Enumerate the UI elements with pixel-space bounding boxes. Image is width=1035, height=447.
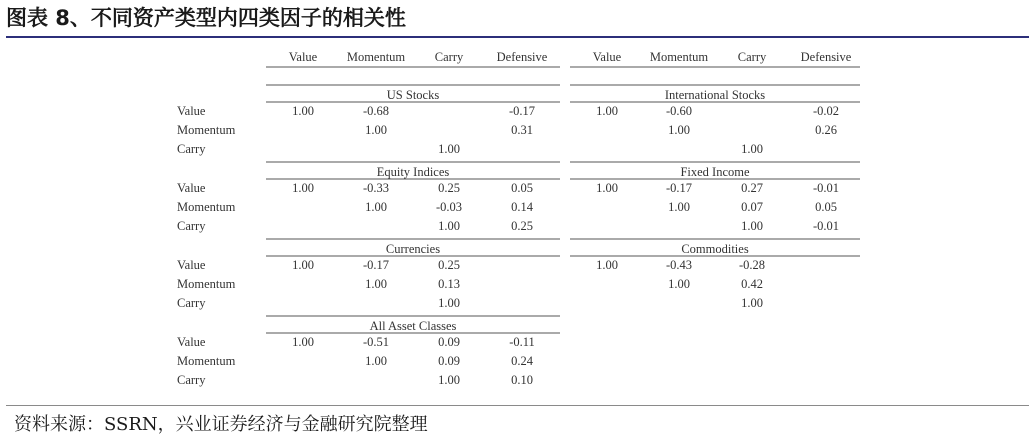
- cell-commodities-value-momentum: -0.43: [665, 258, 693, 272]
- cell-commodities-carry-carry: 1.00: [741, 296, 763, 310]
- cell-all-asset-classes-value-value: 1.00: [292, 335, 314, 349]
- cell-commodities-value-value: 1.00: [596, 258, 618, 272]
- column-header-momentum-right: Momentum: [649, 50, 709, 64]
- row-label-carry-2: Carry: [177, 219, 206, 233]
- cell-fixed-income-value-momentum: -0.17: [665, 181, 693, 195]
- cell-us-stocks-value-momentum: -0.68: [362, 104, 390, 118]
- cell-currencies-momentum-momentum: 1.00: [365, 277, 387, 291]
- column-header-value-left: Value: [288, 50, 318, 64]
- cell-currencies-momentum-carry: 0.13: [438, 277, 460, 291]
- cell-currencies-value-momentum: -0.17: [362, 258, 390, 272]
- cell-us-stocks-momentum-defensive: 0.31: [511, 123, 533, 137]
- cell-international-stocks-carry-carry: 1.00: [741, 142, 763, 156]
- column-header-momentum-left: Momentum: [346, 50, 406, 64]
- cell-equity-indices-carry-defensive: 0.25: [511, 219, 533, 233]
- column-header-value-right: Value: [592, 50, 622, 64]
- row-label-carry-1: Carry: [177, 142, 206, 156]
- cell-all-asset-classes-carry-defensive: 0.10: [511, 373, 533, 387]
- column-header-carry-right: Carry: [737, 50, 767, 64]
- cell-equity-indices-momentum-momentum: 1.00: [365, 200, 387, 214]
- panel-title-us-stocks: US Stocks: [386, 88, 440, 102]
- cell-equity-indices-value-carry: 0.25: [438, 181, 460, 195]
- cell-all-asset-classes-value-carry: 0.09: [438, 335, 460, 349]
- row-label-momentum-3: Momentum: [177, 277, 236, 291]
- cell-equity-indices-value-defensive: 0.05: [511, 181, 533, 195]
- cell-us-stocks-momentum-momentum: 1.00: [365, 123, 387, 137]
- row-label-momentum-2: Momentum: [177, 200, 236, 214]
- cell-international-stocks-value-momentum: -0.60: [665, 104, 693, 118]
- cell-currencies-carry-carry: 1.00: [438, 296, 460, 310]
- cell-fixed-income-value-carry: 0.27: [741, 181, 763, 195]
- cell-fixed-income-momentum-momentum: 1.00: [668, 200, 690, 214]
- source-note: 资料来源：SSRN，兴业证券经济与金融研究院整理: [14, 414, 428, 435]
- cell-fixed-income-carry-carry: 1.00: [741, 219, 763, 233]
- cell-commodities-value-carry: -0.28: [738, 258, 766, 272]
- cell-equity-indices-value-value: 1.00: [292, 181, 314, 195]
- row-label-value-2: Value: [177, 181, 206, 195]
- cell-all-asset-classes-momentum-defensive: 0.24: [511, 354, 533, 368]
- cell-equity-indices-momentum-defensive: 0.14: [511, 200, 533, 214]
- cell-us-stocks-carry-carry: 1.00: [438, 142, 460, 156]
- row-label-value-1: Value: [177, 104, 206, 118]
- cell-all-asset-classes-momentum-carry: 0.09: [438, 354, 460, 368]
- panel-title-all-asset-classes: All Asset Classes: [369, 319, 457, 333]
- cell-international-stocks-momentum-defensive: 0.26: [815, 123, 837, 137]
- cell-all-asset-classes-value-momentum: -0.51: [362, 335, 390, 349]
- cell-fixed-income-value-value: 1.00: [596, 181, 618, 195]
- row-label-momentum-1: Momentum: [177, 123, 236, 137]
- panel-title-commodities: Commodities: [681, 242, 749, 256]
- panel-title-equity-indices: Equity Indices: [376, 165, 450, 179]
- cell-international-stocks-momentum-momentum: 1.00: [668, 123, 690, 137]
- row-label-carry-3: Carry: [177, 296, 206, 310]
- cell-equity-indices-value-momentum: -0.33: [362, 181, 390, 195]
- cell-all-asset-classes-momentum-momentum: 1.00: [365, 354, 387, 368]
- cell-all-asset-classes-value-defensive: -0.11: [509, 335, 535, 349]
- cell-commodities-momentum-momentum: 1.00: [668, 277, 690, 291]
- row-label-carry-4: Carry: [177, 373, 206, 387]
- row-label-momentum-4: Momentum: [177, 354, 236, 368]
- panel-title-international-stocks: International Stocks: [664, 88, 766, 102]
- panel-title-currencies: Currencies: [385, 242, 441, 256]
- cell-us-stocks-value-defensive: -0.17: [508, 104, 536, 118]
- cell-fixed-income-value-defensive: -0.01: [812, 181, 840, 195]
- cell-all-asset-classes-carry-carry: 1.00: [438, 373, 460, 387]
- cell-fixed-income-momentum-defensive: 0.05: [815, 200, 837, 214]
- column-header-defensive-right: Defensive: [800, 50, 852, 64]
- column-header-carry-left: Carry: [434, 50, 464, 64]
- cell-currencies-value-value: 1.00: [292, 258, 314, 272]
- cell-us-stocks-value-value: 1.00: [292, 104, 314, 118]
- cell-currencies-value-carry: 0.25: [438, 258, 460, 272]
- cell-fixed-income-carry-defensive: -0.01: [812, 219, 840, 233]
- cell-equity-indices-momentum-carry: -0.03: [435, 200, 463, 214]
- figure-title: 图表 8、不同资产类型内四类因子的相关性: [6, 6, 406, 30]
- panel-title-fixed-income: Fixed Income: [680, 165, 750, 179]
- cell-international-stocks-value-value: 1.00: [596, 104, 618, 118]
- cell-commodities-momentum-carry: 0.42: [741, 277, 763, 291]
- cell-international-stocks-value-defensive: -0.02: [812, 104, 840, 118]
- cell-fixed-income-momentum-carry: 0.07: [741, 200, 763, 214]
- cell-equity-indices-carry-carry: 1.00: [438, 219, 460, 233]
- row-label-value-3: Value: [177, 258, 206, 272]
- row-label-value-4: Value: [177, 335, 206, 349]
- source-rule: [6, 405, 1029, 406]
- column-header-defensive-left: Defensive: [496, 50, 548, 64]
